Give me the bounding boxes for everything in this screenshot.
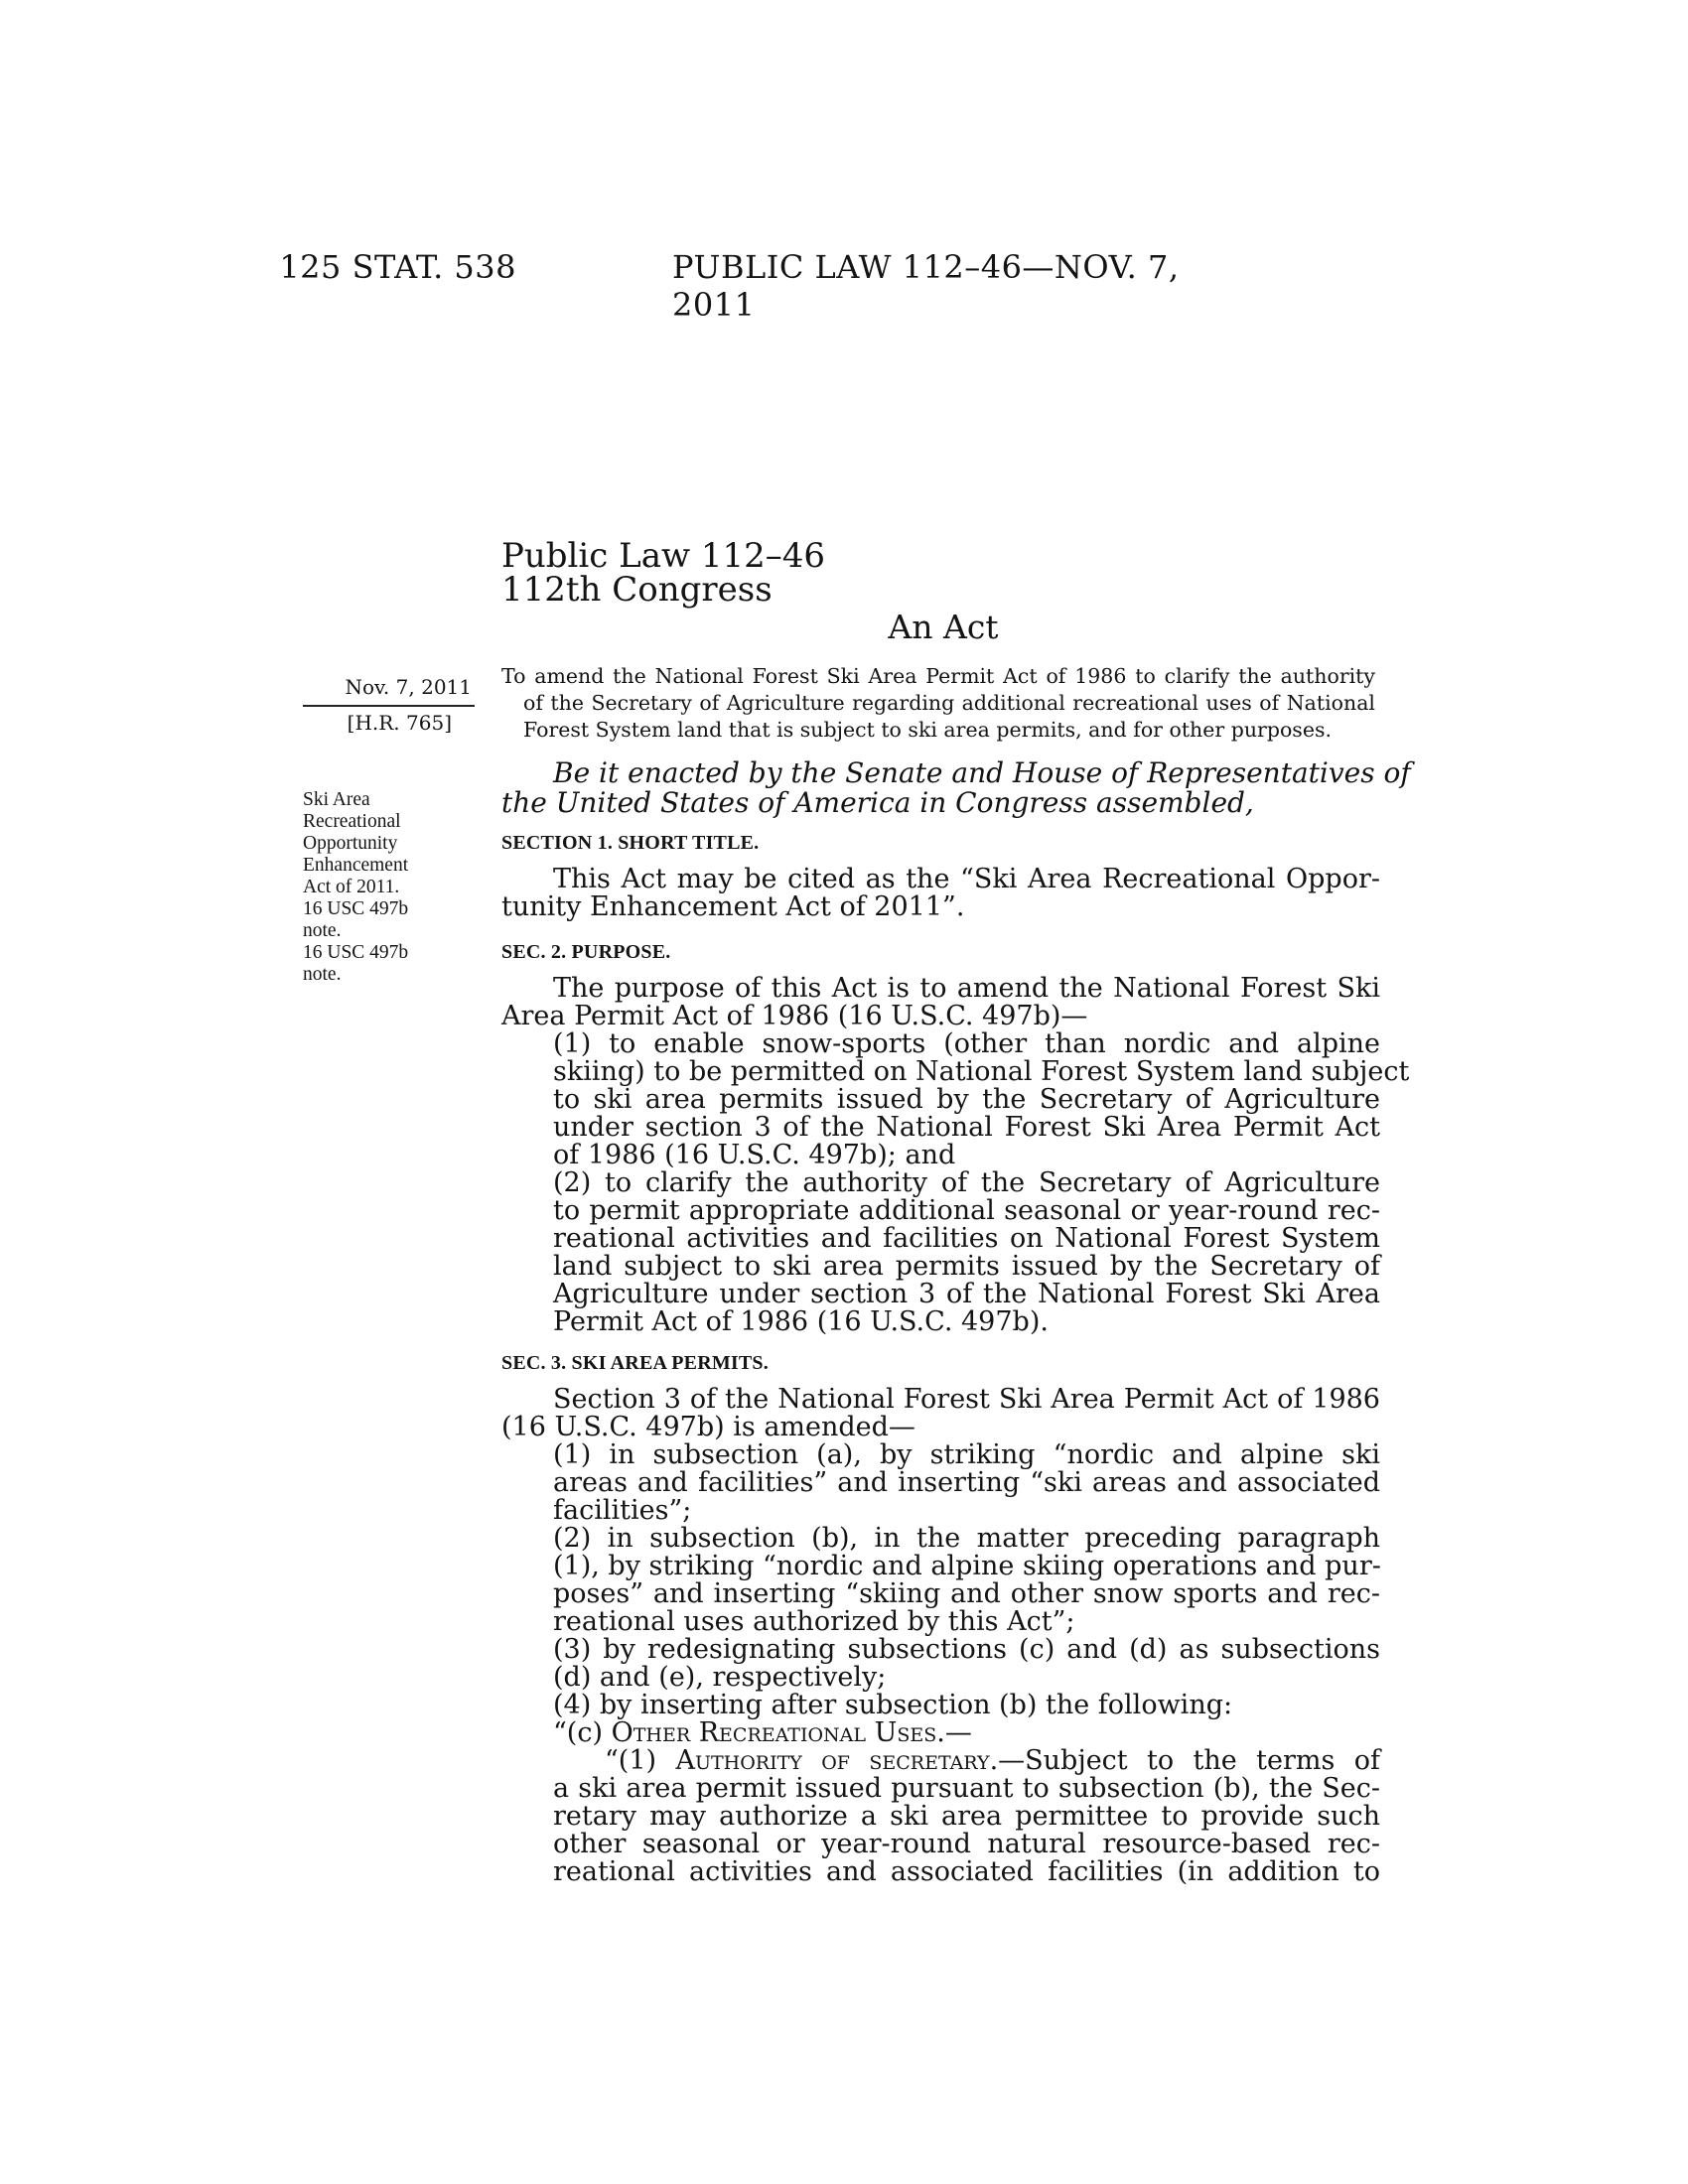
- section-1-heading: SECTION 1. SHORT TITLE.: [501, 832, 760, 854]
- section-3-heading: SEC. 3. SKI AREA PERMITS.: [501, 1352, 769, 1374]
- text-line: reational activities and facilities on National Forest System: [553, 1223, 1380, 1254]
- paragraph-c1-first-line: [501, 1747, 1380, 1775]
- text-line: This Act may be cited as the “Ski Area Recreational Oppor-: [553, 864, 1380, 894]
- text-line: to permit appropriate additional seasonal or year-round rec-: [553, 1195, 1380, 1226]
- subsection-c-dash: —: [944, 1717, 972, 1748]
- text-line: Permit Act of 1986 (16 U.S.C. 497b).: [553, 1306, 1049, 1337]
- long-title: [501, 663, 1375, 744]
- margin-note-line: note.: [303, 920, 342, 941]
- section-1-text: [501, 866, 1380, 921]
- margin-note-line: 16 USC 497b: [303, 942, 409, 963]
- text-line: Section 3 of the National Forest Ski Area Permit Act of 1986: [553, 1384, 1380, 1415]
- enacting-line: the United States of America in Congress assembled,: [501, 786, 1254, 819]
- text-line: to ski area permits issued by the Secretary of Agriculture: [553, 1084, 1380, 1115]
- paragraph-c1-heading: Authority of secretary.: [675, 1745, 999, 1776]
- text-line: areas and facilities” and inserting “ski areas and associated: [553, 1467, 1380, 1498]
- congress-number: 112th Congress: [501, 570, 773, 610]
- text-line: (1) to enable snow-sports (other than nordic and alpine: [553, 1028, 1380, 1059]
- text-line: (4) by inserting after subsection (b) the following:: [553, 1690, 1233, 1720]
- long-title-line: of the Secretary of Agriculture regarding additional recreational uses of National: [523, 691, 1375, 715]
- section-2-text: [501, 973, 1410, 1337]
- text-line: (3) by redesignating subsections (c) and (d) as subsections: [553, 1634, 1380, 1665]
- text-line: retary may authorize a ski area permittee to provide such: [553, 1801, 1380, 1832]
- law-number: Public Law 112–46: [501, 536, 826, 576]
- margin-note-line: Ski Area: [303, 789, 370, 810]
- margin-note-line: Opportunity: [303, 833, 398, 854]
- margin-notes: [303, 789, 452, 986]
- text-line: skiing) to be permitted on National Forest System land subject: [553, 1056, 1410, 1087]
- text-line: poses” and inserting “skiing and other snow sports and rec-: [553, 1578, 1380, 1609]
- text-line: (16 U.S.C. 497b) is amended—: [501, 1412, 915, 1442]
- text-line: of 1986 (16 U.S.C. 497b); and: [553, 1140, 956, 1170]
- paragraph-c1-prefix: “(1): [605, 1745, 676, 1776]
- text-line: The purpose of this Act is to amend the National Forest Ski: [553, 973, 1380, 1004]
- sidenote-date: Nov. 7, 2011: [345, 675, 472, 699]
- subsection-c-prefix: “(c): [553, 1717, 612, 1748]
- enacting-line: Be it enacted by the Senate and House of Representatives of: [553, 756, 1411, 789]
- running-head-stat-ref: 125 STAT. 538: [279, 248, 516, 286]
- text-line: Agriculture under section 3 of the National Forest Ski Area: [553, 1279, 1380, 1309]
- an-act-heading: An Act: [888, 608, 999, 646]
- text-line: land subject to ski area permits issued by the Secretary of: [553, 1251, 1380, 1282]
- text-line: Area Permit Act of 1986 (16 U.S.C. 497b)—: [501, 1001, 1088, 1031]
- text-line: (1) in subsection (a), by striking “nordic and alpine ski: [553, 1439, 1380, 1470]
- subsection-c-heading: [501, 1719, 1380, 1747]
- text-line: reational uses authorized by this Act”;: [553, 1606, 1075, 1637]
- margin-note-line: 16 USC 497b: [303, 898, 409, 919]
- text-line: tunity Enhancement Act of 2011”.: [501, 891, 965, 922]
- section-3-text: [501, 1386, 1380, 1886]
- text-line: (2) to clarify the authority of the Secretary of Agriculture: [553, 1167, 1380, 1198]
- running-head-law-date: PUBLIC LAW 112–46—NOV. 7, 2011: [672, 248, 1180, 324]
- subsection-c-title: Other Recreational Uses.: [611, 1717, 945, 1748]
- text-line: reational activities and associated facilities (in addition to: [553, 1856, 1380, 1887]
- text-line: under section 3 of the National Forest Ski Area Permit Act: [553, 1112, 1380, 1143]
- margin-note-line: Act of 2011.: [303, 877, 400, 897]
- long-title-line: To amend the National Forest Ski Area Permit Act of 1986 to clarify the authority: [501, 664, 1375, 688]
- text-line: facilities”;: [553, 1495, 692, 1526]
- section-2-heading: SEC. 2. PURPOSE.: [501, 941, 671, 963]
- text-line: (d) and (e), respectively;: [553, 1662, 887, 1693]
- enacting-clause: [501, 756, 1411, 819]
- paragraph-c1-text-start: —Subject to the terms of: [998, 1745, 1380, 1776]
- long-title-line: Forest System land that is subject to ski area permits, and for other purposes.: [523, 718, 1332, 742]
- sidenote-bill-number: [H.R. 765]: [347, 711, 452, 735]
- text-line: other seasonal or year-round natural resource-based rec-: [553, 1829, 1380, 1859]
- text-line: a ski area permit issued pursuant to subsection (b), the Sec-: [553, 1773, 1380, 1804]
- sidenote-divider: [303, 705, 475, 707]
- margin-note-line: Recreational: [303, 811, 401, 832]
- text-line: (1), by striking “nordic and alpine skiing operations and pur-: [553, 1551, 1381, 1581]
- margin-note-line: Enhancement: [303, 855, 409, 876]
- margin-note-line: note.: [303, 964, 342, 985]
- text-line: (2) in subsection (b), in the matter preceding paragraph: [553, 1523, 1380, 1554]
